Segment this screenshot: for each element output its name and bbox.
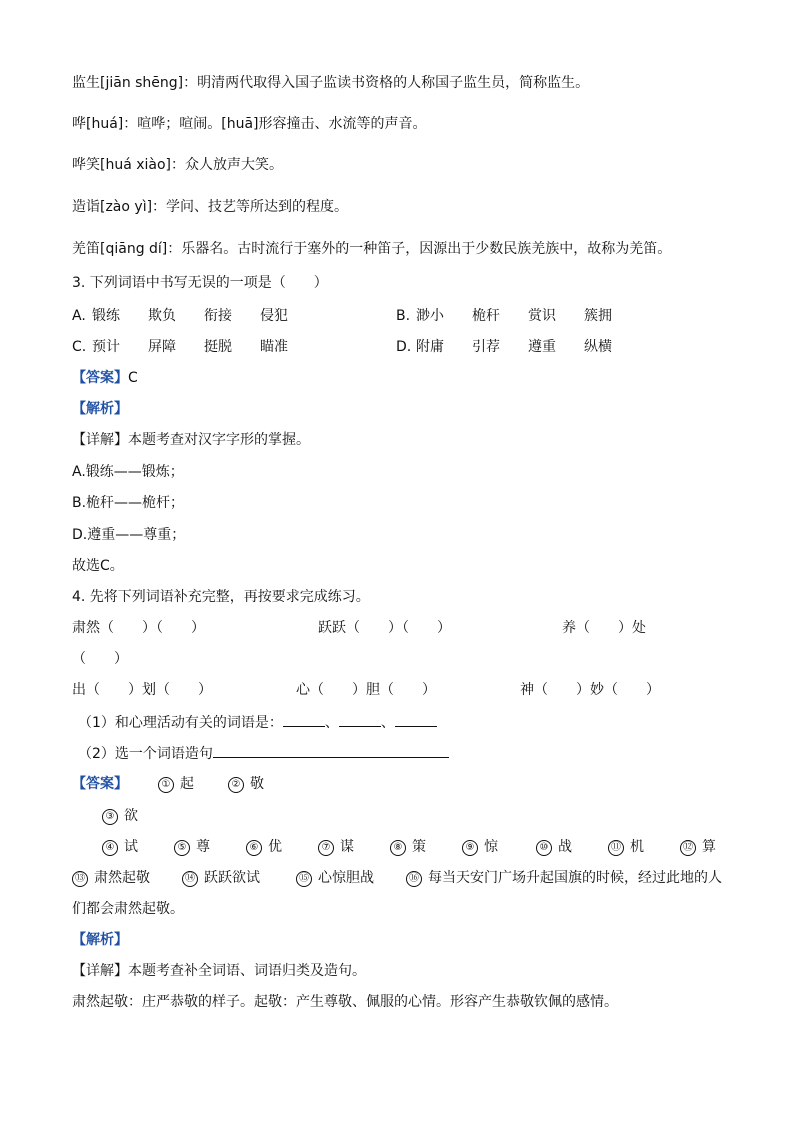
fill-item: 跃跃（ ）（ ）: [318, 620, 451, 636]
answer-blank[interactable]: [339, 712, 381, 727]
answer-item: [246, 837, 282, 857]
definition-qiangdi: 羌笛[qiāng dí]：乐器名。古时流行于塞外的一种笛子，因源出于少数民族羌族中，故称为羌笛。: [72, 241, 672, 257]
answer-blank[interactable]: [395, 712, 437, 727]
definition-hua: 哗[huá]：喧哗；喧闹。[huā]形容撞击、水流等的声音。: [72, 116, 427, 132]
answer-text: 谋: [340, 839, 354, 855]
answer-number: ⑭: [182, 871, 198, 887]
answer-number: ④: [102, 840, 118, 856]
fill-item: 神（ ）妙（ ）: [520, 682, 660, 698]
option-b-word: 簇拥: [584, 308, 612, 324]
answer-item: [608, 837, 644, 857]
answer-tag: 【答案】: [72, 370, 128, 386]
answer-value: C: [128, 370, 138, 386]
sub-question-2: [78, 743, 449, 764]
option-a-word: 衔接: [204, 308, 232, 324]
option-c-label: C.: [72, 339, 87, 355]
answer-item: [318, 837, 354, 857]
answer-item: [296, 868, 374, 888]
answer-number: ⑨: [462, 840, 478, 856]
answer-item: [680, 837, 716, 857]
answer-number: ⑫: [680, 840, 696, 856]
answer-text: 每当天安门广场升起国旗的时候，经过此地的人: [428, 870, 722, 886]
definition-zaoyi: 造诣[zào yì]：学问、技艺等所达到的程度。: [72, 199, 349, 215]
answer-number: ⑬: [72, 871, 88, 887]
option-a-word: 欺负: [148, 308, 176, 324]
answer-item: [462, 837, 498, 857]
answer-text: 惊: [484, 839, 498, 855]
question-4-stem: 4. 先将下列词语补充完整，再按要求完成练习。: [72, 589, 370, 605]
option-b-label: B.: [396, 308, 411, 324]
answer-item: [182, 868, 260, 888]
option-d-word: 附庸: [416, 339, 444, 355]
detail-text: 本题考查补全词语、词语归类及造句。: [128, 963, 366, 979]
answer-number: ①: [158, 777, 174, 793]
answer-text: 机: [630, 839, 644, 855]
answer-item: [536, 837, 572, 857]
option-c-word: 屏障: [148, 339, 176, 355]
q3-detail-line: B.桅秆——桅杆；: [72, 495, 185, 511]
question-3-stem: 3. 下列词语中书写无误的一项是（ ）: [72, 275, 328, 291]
answer-item: [158, 774, 194, 794]
option-b-word: 桅秆: [472, 308, 500, 324]
answer-text: 跃跃欲试: [204, 870, 260, 886]
answer-number: ②: [228, 777, 244, 793]
answer-item: [102, 837, 138, 857]
answer-item: [228, 774, 264, 794]
option-d-label: D.: [396, 339, 412, 355]
sub-question-2-text: （2）选一个词语造句: [78, 746, 213, 762]
answer-item: [174, 837, 210, 857]
q4-detail: [72, 961, 366, 981]
answer-text: 尊: [196, 839, 210, 855]
analysis-tag: 【解析】: [72, 932, 128, 948]
q3-conclusion: 故选C。: [72, 558, 124, 574]
answer-tag: 【答案】: [72, 776, 128, 792]
fill-item: 肃然（ ）（ ）: [72, 620, 205, 636]
q3-detail: [72, 430, 310, 450]
separator: 、: [380, 715, 395, 731]
answer-continuation: 们都会肃然起敬。: [72, 901, 184, 917]
answer-item: [102, 806, 138, 826]
answer-item: [390, 837, 426, 857]
answer-number: ⑧: [390, 840, 406, 856]
answer-number: ③: [102, 809, 118, 825]
answer-item: [72, 868, 150, 888]
answer-blank[interactable]: [283, 712, 325, 727]
answer-text: 肃然起敬: [94, 870, 150, 886]
answer-number: ⑥: [246, 840, 262, 856]
q3-detail-line: A.锻练——锻炼；: [72, 464, 184, 480]
analysis-tag: 【解析】: [72, 401, 128, 417]
answer-text: 算: [702, 839, 716, 855]
answer-text: 试: [124, 839, 138, 855]
answer-number: ⑯: [406, 871, 422, 887]
option-b-word: 渺小: [416, 308, 444, 324]
detail-text: 本题考查对汉字字形的掌握。: [128, 432, 310, 448]
answer-number: ⑤: [174, 840, 190, 856]
answer-number: ⑩: [536, 840, 552, 856]
option-c-word: 瞄准: [260, 339, 288, 355]
option-a-label: A.: [72, 308, 86, 324]
definition-huaxiao: 哗笑[huá xiào]：众人放声大笑。: [72, 157, 284, 173]
detail-tag: 【详解】: [72, 963, 128, 979]
fill-item: （ ）: [72, 651, 128, 667]
q3-detail-line: D.遵重——尊重；: [72, 527, 186, 543]
sub-question-1-text: （1）和心理活动有关的词语是：: [78, 715, 283, 731]
detail-tag: 【详解】: [72, 432, 128, 448]
option-b-word: 赏识: [528, 308, 556, 324]
option-d-word: 纵横: [584, 339, 612, 355]
option-c-word: 挺脱: [204, 339, 232, 355]
definition-jiansheng: 监生[jiān shēng]：明清两代取得入国子监读书资格的人称国子监生员，简称监生。: [72, 75, 590, 91]
answer-number: ⑦: [318, 840, 334, 856]
option-d-word: 遵重: [528, 339, 556, 355]
answer-text: 心惊胆战: [318, 870, 374, 886]
answer-text: 起: [180, 776, 194, 792]
fill-item: 心（ ）胆（ ）: [296, 682, 436, 698]
sub-question-1: [78, 712, 437, 733]
sentence-blank[interactable]: [213, 743, 449, 758]
option-d-word: 引荐: [472, 339, 500, 355]
option-a-word: 侵犯: [260, 308, 288, 324]
separator: 、: [324, 715, 339, 731]
answer-item: [406, 868, 722, 888]
answer-number: ⑮: [296, 871, 312, 887]
answer-number: ⑪: [608, 840, 624, 856]
q4-explanation: 肃然起敬：庄严恭敬的样子。起敬：产生尊敬、佩服的心情。形容产生恭敬钦佩的感情。: [72, 994, 618, 1010]
answer-text: 优: [268, 839, 282, 855]
q3-answer: [72, 368, 138, 388]
option-a-word: 锻练: [92, 308, 120, 324]
answer-text: 策: [412, 839, 426, 855]
option-c-word: 预计: [92, 339, 120, 355]
answer-text: 敬: [250, 776, 264, 792]
fill-item: 出（ ）划（ ）: [72, 682, 212, 698]
fill-item: 养（ ）处: [562, 620, 646, 636]
answer-text: 战: [558, 839, 572, 855]
answer-text: 欲: [124, 808, 138, 824]
